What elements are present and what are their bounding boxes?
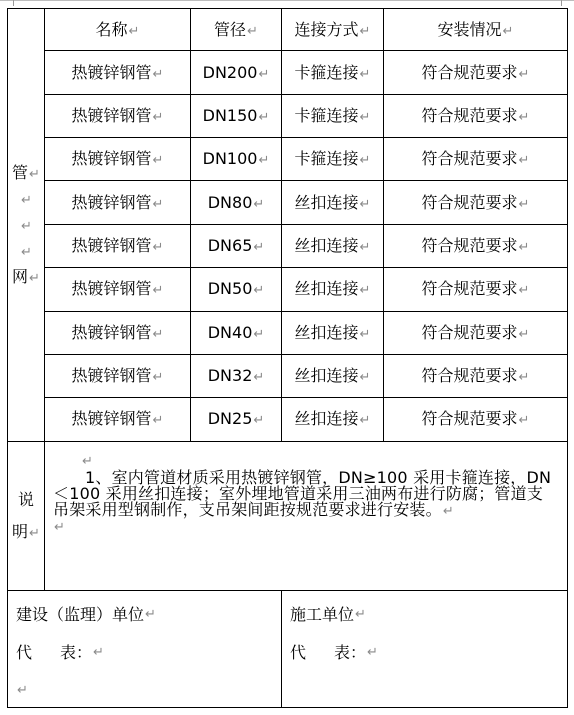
header-diameter: 管径↵ [191,9,282,51]
cell-name: 热镀锌钢管↵ [45,224,191,267]
table-row [8,181,568,224]
cell-name: 热镀锌钢管↵ [45,311,191,354]
section-label-cell: 管↵ ↵ ↵ ↵ 网↵ [8,9,45,442]
pipe-network-table [7,8,568,708]
table-row [8,138,568,181]
header-name: 名称↵ [45,9,191,51]
cell-status: 符合规范要求↵ [384,94,568,137]
cell-connection: 丝扣连接↵ [282,398,384,441]
cell-name: 热镀锌钢管↵ [45,51,191,94]
cell-status: 符合规范要求↵ [384,311,568,354]
cell-connection: 丝扣连接↵ [282,181,384,224]
cell-status: 符合规范要求↵ [384,181,568,224]
cell-diameter: DN32↵ [191,354,282,397]
cell-status: 符合规范要求↵ [384,51,568,94]
page-top-border [0,0,574,1]
cell-connection: 丝扣连接↵ [282,311,384,354]
cell-connection: 丝扣连接↵ [282,224,384,267]
section-label-top: 管 [12,162,29,182]
cell-name: 热镀锌钢管↵ [45,268,191,311]
cell-name: 热镀锌钢管↵ [45,354,191,397]
notes-paragraph: 1、室内管道材质采用热镀锌钢管，DN≥100 采用卡箍连接，DN＜100 采用丝扣连接；室外埋地管道采用三油两布进行防腐；管道支吊架采用型钢制作，支吊架间距按规范要求进行安装。↵ [53,467,552,519]
cell-diameter: DN25↵ [191,398,282,441]
cell-diameter: DN100↵ [191,138,282,181]
header-connection: 连接方式↵ [282,9,384,51]
cell-diameter: DN200↵ [191,51,282,94]
cell-diameter: DN80↵ [191,181,282,224]
cell-name: 热镀锌钢管↵ [45,398,191,441]
cell-status: 符合规范要求↵ [384,268,568,311]
cell-name: 热镀锌钢管↵ [45,94,191,137]
cell-diameter: DN40↵ [191,311,282,354]
cell-connection: 卡箍连接↵ [282,51,384,94]
left-representative-line: 代 表： ↵ [16,642,104,662]
contractor-signature: 施工单位 ↵ 代 表： ↵ [282,590,568,707]
cell-diameter: DN50↵ [191,268,282,311]
cell-connection: 卡箍连接↵ [282,138,384,181]
table-row [8,94,568,137]
right-unit-title: 施工单位 [290,604,355,624]
notes-content: ↵ 1、室内管道材质采用热镀锌钢管，DN≥100 采用卡箍连接，DN＜100 采用丝扣连接；室外埋地管道采用三油两布进行防腐；管道支吊架采用型钢制作，支吊架间距按规范要求进行安装。↵ ↵ [45,441,568,590]
table-row [8,398,568,441]
table-row [8,268,568,311]
margin-tick-left [13,0,14,6]
signature-row [8,590,568,707]
cell-name: 热镀锌钢管↵ [45,138,191,181]
cell-connection: 卡箍连接↵ [282,94,384,137]
header-row [8,9,568,51]
notes-label-bottom: 明 [12,521,29,541]
cell-diameter: DN150↵ [191,94,282,137]
cell-status: 符合规范要求↵ [384,354,568,397]
cell-status: 符合规范要求↵ [384,224,568,267]
notes-label-top: 说 [17,489,34,509]
notes-label-cell: 说 明↵ [8,441,45,590]
notes-row [8,441,568,590]
right-representative-line: 代 表： ↵ [290,642,378,662]
margin-tick-right [561,0,562,6]
cell-name: 热镀锌钢管↵ [45,181,191,224]
table-row [8,311,568,354]
cell-status: 符合规范要求↵ [384,138,568,181]
header-status: 安装情况↵ [384,9,568,51]
cell-status: 符合规范要求↵ [384,398,568,441]
left-unit-title: 建设（监理）单位 [16,604,145,624]
cell-connection: 丝扣连接↵ [282,354,384,397]
section-label-bottom: 网 [12,266,29,286]
table-row [8,51,568,94]
construction-supervision-signature: 建设（监理）单位 ↵ 代 表： ↵ ↵ [8,590,282,707]
table-row [8,354,568,397]
cell-connection: 丝扣连接↵ [282,268,384,311]
cell-diameter: DN65↵ [191,224,282,267]
table-row [8,224,568,267]
